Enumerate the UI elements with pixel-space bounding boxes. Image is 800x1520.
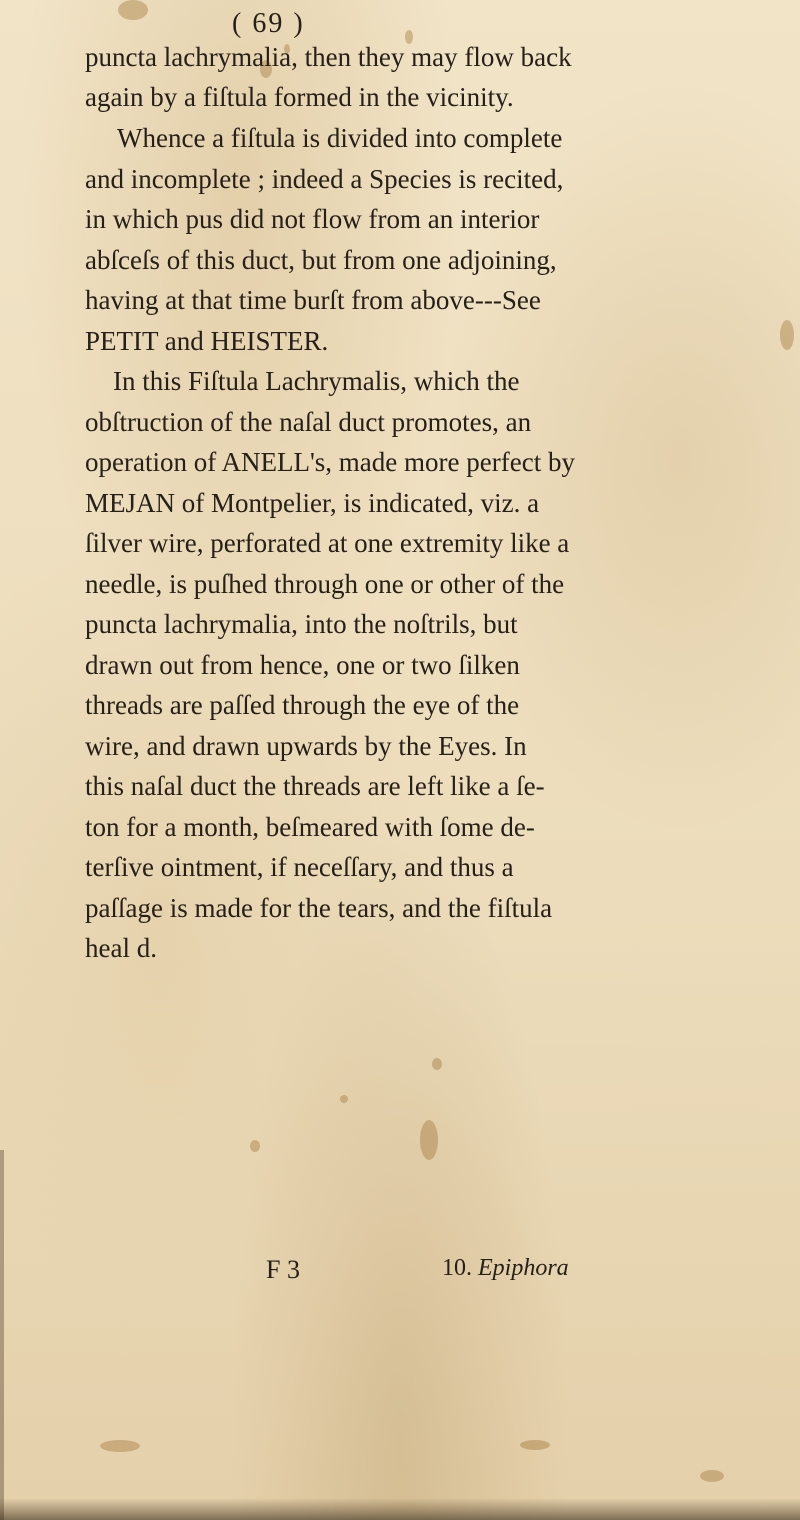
text-line: drawn out from hence, one or two ſilken: [85, 650, 520, 680]
foxing-spot: [118, 0, 148, 20]
foxing-spot: [250, 1140, 260, 1152]
foxing-spot: [520, 1440, 550, 1450]
text-line: ſilver wire, perforated at one extremity like a: [85, 528, 570, 558]
foxing-spot: [780, 320, 794, 350]
foxing-spot: [100, 1440, 140, 1452]
text-line: Whence a fiſtula is divided into complete: [117, 123, 563, 153]
catchword-text: Epiphora: [478, 1255, 569, 1281]
text-line: and incomplete ; indeed a Species is recited,: [85, 164, 564, 194]
foxing-spot: [432, 1058, 442, 1070]
text-line: having at that time burſt from above---See: [85, 285, 541, 315]
foxing-spot: [420, 1120, 438, 1160]
page-edge-shadow: [0, 1498, 800, 1520]
text-line: operation of ANELL's, made more perfect by: [85, 447, 575, 477]
foxing-spot: [340, 1095, 348, 1103]
text-line: puncta lachrymalia, then they may flow back: [85, 42, 572, 72]
catchword-number: 10.: [442, 1255, 472, 1281]
text-line: threads are paſſed through the eye of the: [85, 690, 520, 720]
catchword: [442, 1255, 569, 1282]
text-line: abſceſs of this duct, but from one adjoining,: [85, 245, 557, 275]
text-line: paſſage is made for the tears, and the fiſtula: [85, 893, 553, 923]
text-line: MEJAN of Montpelier, is indicated, viz. a: [85, 488, 540, 518]
text-line: needle, is puſhed through one or other of the: [85, 569, 565, 599]
text-line: puncta lachrymalia, into the noſtrils, but: [85, 609, 518, 639]
text-line: ton for a month, beſmeared with ſome de-: [85, 812, 535, 842]
text-line: in which pus did not flow from an interior: [85, 204, 540, 234]
signature-mark: F 3: [266, 1255, 300, 1284]
text-line: wire, and drawn upwards by the Eyes. In: [85, 731, 527, 761]
text-line: this naſal duct the threads are left like a ſe-: [85, 771, 545, 801]
page-number: ( 69 ): [232, 8, 305, 39]
text-line: In this Fiſtula Lachrymalis, which the: [113, 366, 520, 396]
text-line: PETIT and HEISTER.: [85, 326, 329, 356]
text-line: heal d.: [85, 933, 157, 963]
page-edge-shadow: [0, 1150, 4, 1520]
text-line: again by a fiſtula formed in the vicinity.: [85, 82, 514, 112]
text-line: obſtruction of the naſal duct promotes, an: [85, 407, 532, 437]
text-line: terſive ointment, if neceſſary, and thus a: [85, 852, 514, 882]
foxing-spot: [700, 1470, 724, 1482]
